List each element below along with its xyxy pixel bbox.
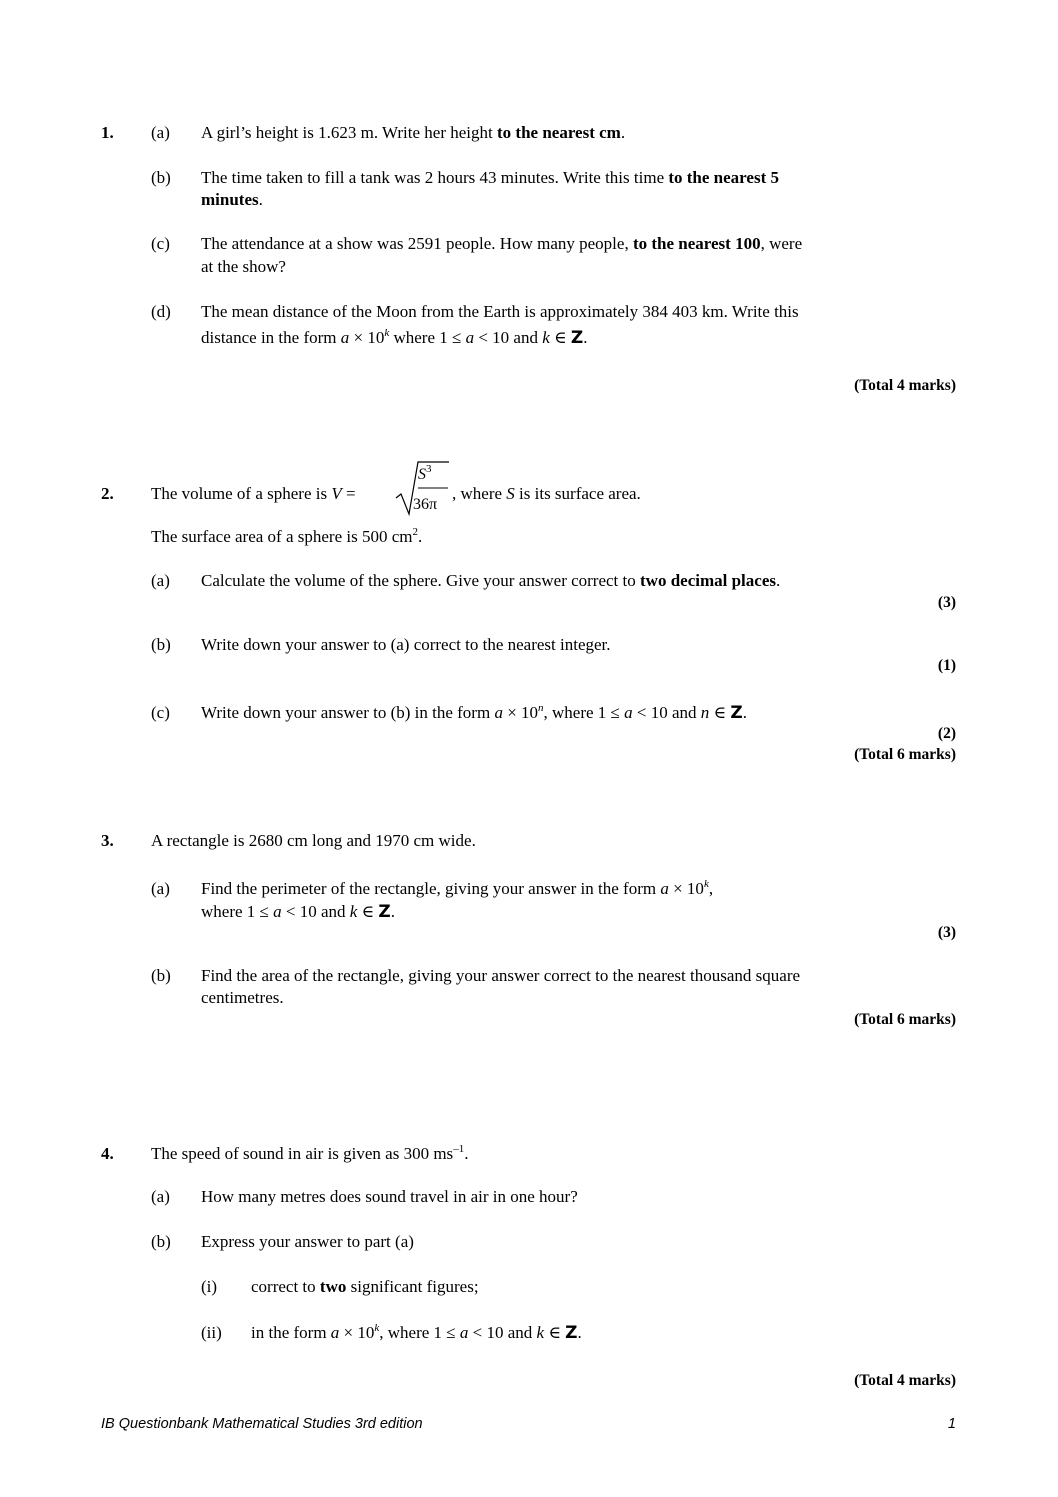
- q1-total-marks: (Total 4 marks): [854, 377, 956, 394]
- q2a-text: Calculate the volume of the sphere. Give your answer correct to two decimal places.: [201, 571, 781, 590]
- q1d-text-line2: distance in the form $a \times 10^k$ where 1 ≤ a < 10 and k ∈ Z.: [201, 327, 588, 348]
- q3a-label: (a): [151, 879, 170, 898]
- q2b-label: (b): [151, 635, 171, 654]
- question-4-number: 4.: [101, 1144, 114, 1163]
- q4b-ii-label: (ii): [201, 1323, 222, 1342]
- q1c-text: The attendance at a show was 2591 people. How many people, to the nearest 100, were: [201, 234, 803, 253]
- q1a-label: (a): [151, 123, 170, 142]
- q2a-marks: (3): [937, 594, 956, 611]
- q2-surface-area: The surface area of a sphere is 500 $cm^2$.: [151, 526, 423, 546]
- q4b-label: (b): [151, 1232, 171, 1251]
- q4b-text: Express your answer to part (a): [201, 1232, 414, 1251]
- question-3-number: 3.: [101, 831, 114, 850]
- q2b-text: Write down your answer to (a) correct to the nearest integer.: [201, 635, 611, 654]
- q3-total-marks: (Total 6 marks): [854, 1011, 956, 1028]
- fraction-denominator: 36π: [413, 496, 438, 513]
- q4a-text: How many metres does sound travel in air in one hour?: [201, 1187, 578, 1206]
- q2c-text: Write down your answer to (b) in the form $a \times 10^n$, where 1 ≤ a < 10 and n ∈ Z.: [201, 702, 747, 723]
- q3a-text: Find the perimeter of the rectangle, giving your answer in the form $a \times 10^k$,: [201, 878, 714, 898]
- q1c-text-line2: at the show?: [201, 257, 286, 276]
- q3b-label: (b): [151, 966, 171, 985]
- q2-intro-part1: The volume of a sphere is V =: [151, 484, 356, 503]
- q4b-ii-text: in the form $a \times 10^k$, where 1 ≤ a < 10 and k ∈ Z.: [251, 1322, 582, 1343]
- q1d-text: The mean distance of the Moon from the Earth is approximately 384 403 km. Write this: [201, 302, 799, 321]
- q3a-text-line2: where 1 ≤ a < 10 and k ∈ Z.: [201, 902, 395, 922]
- q1b-text: The time taken to fill a tank was 2 hours 43 minutes. Write this time to the nearest 5: [201, 168, 779, 187]
- q3-intro: A rectangle is 2680 cm long and 1970 cm wide.: [151, 831, 476, 850]
- q2-total-marks: (Total 6 marks): [854, 746, 956, 763]
- q2c-marks: (2): [937, 725, 956, 742]
- q1c-label: (c): [151, 234, 170, 253]
- q2a-label: (a): [151, 571, 170, 590]
- page-number: 1: [947, 1416, 956, 1432]
- q3b-text-line2: centimetres.: [201, 988, 284, 1007]
- q4a-label: (a): [151, 1187, 170, 1206]
- q1d-label: (d): [151, 302, 171, 321]
- q4-intro: The speed of sound in air is given as 300 $ms^{-1}$.: [151, 1143, 469, 1163]
- q4-total-marks: (Total 4 marks): [854, 1372, 956, 1389]
- q3b-text: Find the area of the rectangle, giving your answer correct to the nearest thousand square: [201, 966, 801, 985]
- q1b-text-line2: minutes.: [201, 190, 263, 209]
- q2b-marks: (1): [937, 657, 956, 674]
- question-1-number: 1.: [101, 123, 114, 142]
- q1a-text: A girl’s height is 1.623 m. Write her height to the nearest cm.: [201, 123, 626, 142]
- q2-intro-part2: , where S is its surface area.: [452, 484, 641, 503]
- q1b-label: (b): [151, 168, 171, 187]
- q3a-marks: (3): [937, 924, 956, 941]
- q4b-i-text: correct to two significant figures;: [251, 1277, 479, 1296]
- q2c-label: (c): [151, 703, 170, 722]
- footer-title: IB Questionbank Mathematical Studies 3rd edition: [101, 1416, 423, 1432]
- fraction-numerator: $S^3$: [418, 463, 432, 483]
- q4b-i-label: (i): [201, 1277, 218, 1296]
- question-2-number: 2.: [101, 484, 114, 503]
